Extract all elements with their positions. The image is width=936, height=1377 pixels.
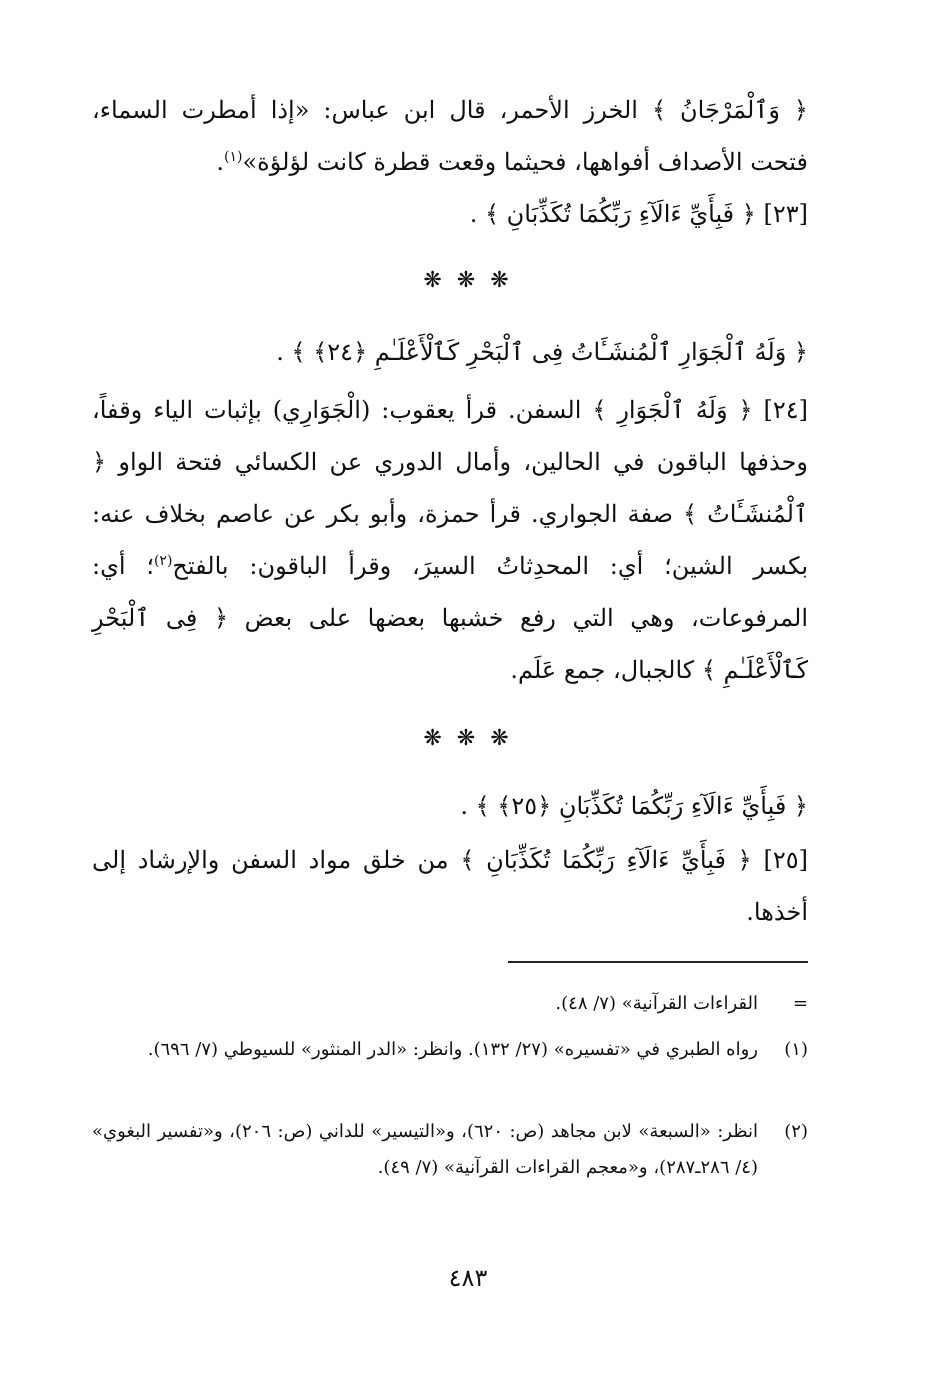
paragraph-verse-24-part-b: ؛ أي: المرفوعات، وهي التي رفع خشبها بعضها على بعض ﴿ فِى ٱلْبَحْرِ كَٱلْأَعْلَـٰمِ ﴾ كالجبال، جمع عَلَم. (92, 552, 808, 684)
verse-24-heading: ﴿ وَلَهُ ٱلْجَوَارِ ٱلْمُنشَـَٔاتُ فِى ٱلْبَحْرِ كَٱلْأَعْلَـٰمِ ﴿٢٤﴾ ﴾ . (276, 338, 808, 366)
verse-23: [٢٣] ﴿ فَبِأَيِّ ءَالَآءِ رَبِّكُمَا تُكَذِّبَانِ ﴾ . (469, 200, 808, 228)
verse-25-heading: ﴿ فَبِأَيِّ ءَالَآءِ رَبِّكُمَا تُكَذِّبَانِ ﴿٢٥﴾ ﴾ . (460, 792, 808, 820)
footnote-marker-continued: = (792, 993, 808, 1014)
footnote-divider (508, 961, 808, 963)
footnote-marker-2: (٢) (784, 1121, 808, 1142)
footnote-text-2: انظر: «السبعة» لابن مجاهد (ص: ٦٢٠)، و«التيسير» للداني (ص: ٢٠٦)، و«تفسير البغوي» (٤/ ٢٨٦ـ٢٨٧)، و«معجم القراءات القرآنية» (٧/ ٤٩). (92, 1121, 758, 1178)
paragraph-verse-24 (92, 384, 808, 696)
footnote-text-continued: القراءات القرآنية» (٧/ ٤٨). (555, 993, 758, 1014)
footnote-ref-2[interactable]: (٢) (153, 553, 173, 569)
page-number: ٤٨٣ (448, 1264, 488, 1292)
section-separator-2: ❋ ❋ ❋ (423, 726, 513, 751)
footnote-2 (92, 1114, 808, 1186)
footnote-ref-1[interactable]: (١) (224, 149, 243, 165)
paragraph-marjan-end: . (216, 148, 224, 176)
footnote-text-1: رواه الطبري في «تفسيره» (٢٧/ ١٣٢). وانظر: «الدر المنثور» للسيوطي (٧/ ٦٩٦). (147, 1039, 758, 1060)
footnote-marker-1: (١) (784, 1039, 808, 1060)
section-separator-1: ❋ ❋ ❋ (423, 268, 513, 293)
paragraph-marjan (92, 84, 808, 188)
footnote-continued (92, 986, 808, 1022)
footnote-1 (92, 1032, 808, 1068)
paragraph-marjan-text: ﴿ وَٱلْمَرْجَانُ ﴾ الخرز الأحمر، قال ابن عباس: «إذا أمطرت السماء، فتحت الأصداف أفواهها، فحيثما وقعت قطرة كانت لؤلؤة» (92, 96, 808, 176)
paragraph-verse-24-part-a: [٢٤] ﴿ وَلَهُ ٱلْجَوَارِ ﴾ السفن. قرأ يعقوب: (الْجَوَارِي) بإثبات الياء وقفاً، وحذفها الباقون في الحالين، وأمال الدوري عن الكسائي فتحة الواو ﴿ ٱلْمُنشَـَٔاتُ ﴾ صفة الجواري. قرأ حمزة، وأبو بكر عن عاصم بخلاف عنه: بكسر الشين؛ أي: المحدِثاتُ السيرَ، وقرأ الباقون: بالفتح (92, 396, 809, 580)
paragraph-verse-25: [٢٥] ﴿ فَبِأَيِّ ءَالَآءِ رَبِّكُمَا تُكَذِّبَانِ ﴾ من خلق مواد السفن والإرشاد إلى أخذها. (92, 846, 808, 926)
